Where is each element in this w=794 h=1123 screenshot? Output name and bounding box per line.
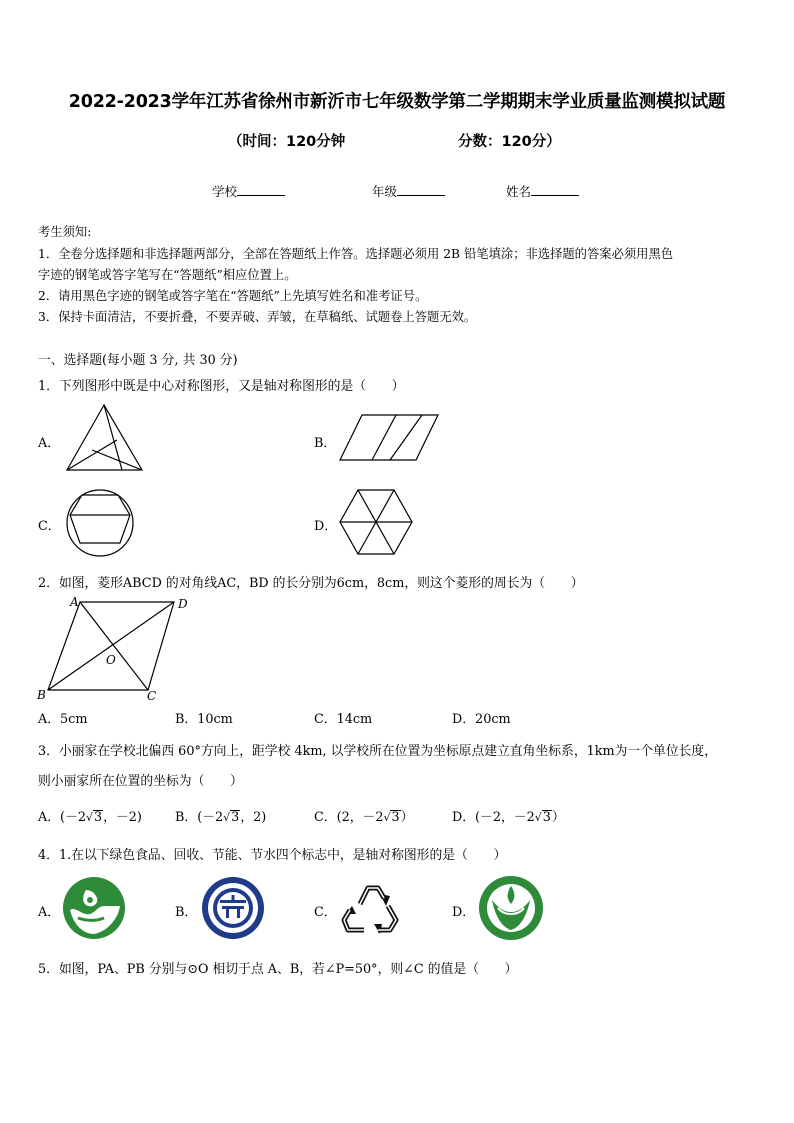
q3-option-c[interactable]: C．(2，－2√3） [314, 810, 414, 825]
q3-option-c-post: ） [400, 810, 414, 825]
q2-option-b[interactable]: B．10cm [175, 712, 233, 727]
school-field [212, 182, 285, 200]
q4-label-c[interactable]: C． [314, 905, 337, 920]
exam-score: 分数：120分） [458, 134, 561, 150]
name-field [506, 182, 579, 200]
q3-option-d-post: ） [551, 810, 565, 825]
notice-line-3: 2．请用黑色字迹的钢笔或答字笔在“答题纸”上先填写姓名和准考证号。 [38, 289, 428, 303]
notice-heading: 考生须知: [38, 225, 92, 239]
q3-stem-line-2: 则小丽家所在位置的坐标为（ ） [38, 774, 243, 789]
grade-blank[interactable] [397, 183, 445, 196]
q1-figure-c [62, 487, 138, 559]
notice-line-2: 字迹的钢笔或答字笔写在“答题纸”相应位置上。 [38, 268, 297, 282]
point-a-label: A [70, 595, 79, 609]
q3-option-b[interactable]: B．(－2√3，2) [175, 810, 267, 825]
name-blank[interactable] [531, 183, 579, 196]
point-c-label: C [147, 689, 157, 703]
q4-label-b[interactable]: B． [175, 905, 198, 920]
notice-line-1: 1．全卷分选择题和非选择题两部分，全部在答题纸上作答。选择题必须用 2B 铅笔填涂；非选择题的答案必须用黑色 [38, 247, 674, 261]
point-b-label: B [37, 688, 46, 702]
q2-option-d[interactable]: D．20cm [452, 712, 511, 727]
q5-stem: 5．如图，PA、PB 分别与⊙O 相切于点 A、B，若∠P=50°，则∠C 的值是（ ） [38, 962, 518, 977]
name-label: 姓名 [506, 184, 532, 199]
school-label: 学校 [212, 184, 238, 199]
q3-option-d[interactable]: D．(－2，－2√3） [452, 810, 565, 825]
q3-option-a-pre: A．(－2 [38, 810, 86, 825]
grade-label: 年级 [372, 184, 398, 199]
q2-stem: 2．如图，菱形ABCD 的对角线AC，BD 的长分别为6cm，8cm，则这个菱形的周长为（ ） [38, 576, 584, 591]
q2-option-c[interactable]: C．14cm [314, 712, 373, 727]
page-title: 2022-2023学年江苏省徐州市新沂市七年级数学第二学期期末学业质量监测模拟试题 [68, 92, 726, 112]
section-heading: 一、选择题(每小题 3 分, 共 30 分) [38, 353, 238, 368]
q3-option-d-pre: D．(－2，－2 [452, 810, 535, 825]
q4-label-d[interactable]: D． [452, 905, 476, 920]
q3-option-b-post: ，2) [240, 810, 267, 825]
q1-label-b[interactable]: B． [314, 436, 337, 451]
q3-option-c-pre: C．(2，－2 [314, 810, 384, 825]
q3-option-a-post: ，－2) [103, 810, 142, 825]
q3-option-a[interactable]: A．(－2√3，－2) [38, 810, 142, 825]
q3-option-b-pre: B．(－2 [175, 810, 224, 825]
school-blank[interactable] [237, 183, 285, 196]
q3-option-c-radicand: 3 [391, 810, 400, 825]
green-food-logo-icon [60, 876, 128, 940]
water-saving-logo-icon [476, 874, 546, 942]
grade-field [372, 182, 445, 200]
q4-label-a[interactable]: A． [38, 905, 61, 920]
q3-stem-line-1: 3．小丽家在学校北偏西 60°方向上，距学校 4km, 以学校所在位置为坐标原点建立直角坐标系，1km为一个单位长度， [38, 744, 718, 759]
q3-option-a-radicand: 3 [94, 810, 103, 825]
q2-option-a[interactable]: A．5cm [38, 712, 88, 727]
q1-figure-a [62, 402, 146, 474]
q1-label-a[interactable]: A． [38, 436, 61, 451]
energy-saving-logo-icon [338, 876, 404, 940]
point-d-label: D [178, 597, 188, 611]
q1-label-d[interactable]: D． [314, 519, 338, 534]
q2-rhombus-figure [34, 592, 204, 704]
recycle-logo-icon [200, 875, 266, 941]
exam-time: （时间：120分钟 [228, 134, 346, 150]
notice-line-4: 3．保持卡面清洁，不要折叠，不要弄破、弄皱，在草稿纸、试题卷上答题无效。 [38, 310, 477, 324]
q3-option-d-radicand: 3 [542, 810, 551, 825]
q3-option-b-radicand: 3 [231, 810, 240, 825]
q1-label-c[interactable]: C． [38, 519, 61, 534]
q4-stem: 4．1.在以下绿色食品、回收、节能、节水四个标志中，是轴对称图形的是（ ） [38, 848, 507, 863]
point-o-label: O [106, 653, 116, 667]
q1-figure-d [336, 486, 416, 558]
q1-figure-b [336, 412, 442, 464]
q1-stem: 1．下列图形中既是中心对称图形，又是轴对称图形的是（ ） [38, 379, 405, 394]
